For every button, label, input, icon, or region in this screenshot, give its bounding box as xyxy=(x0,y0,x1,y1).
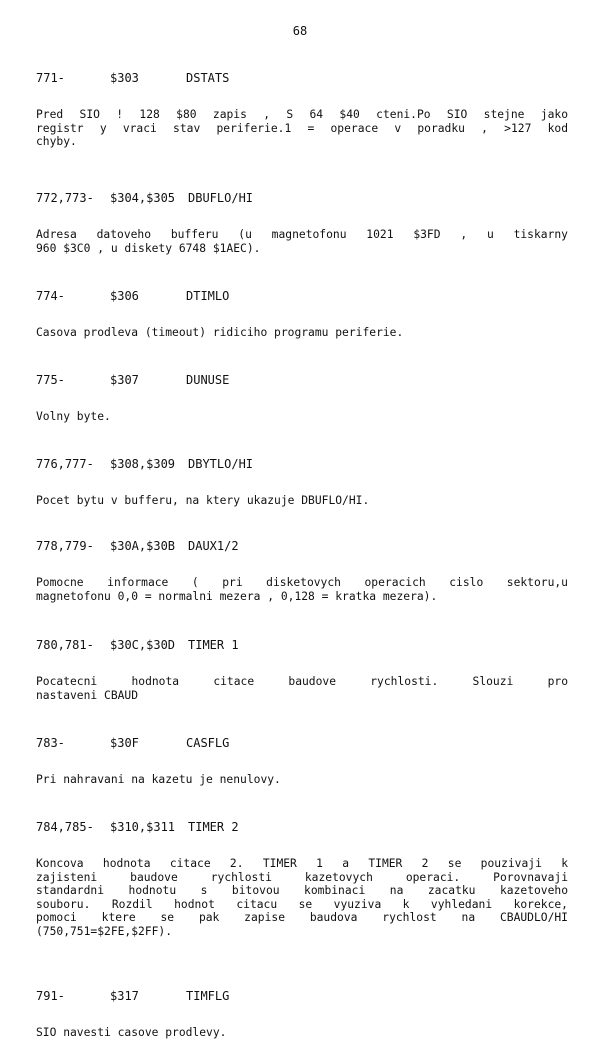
decimal-address: 775- xyxy=(36,373,65,387)
decimal-address: 776,777- xyxy=(36,457,94,471)
hex-address: $30A,$30B xyxy=(110,539,176,553)
memory-entry xyxy=(36,288,568,340)
register-name: CASFLG xyxy=(186,736,230,750)
register-name: TIMER 2 xyxy=(188,820,239,834)
entry-header xyxy=(36,988,568,1004)
memory-entry xyxy=(36,637,568,702)
entry-description xyxy=(36,857,568,938)
memory-entry xyxy=(36,456,568,508)
memory-entry xyxy=(36,735,568,787)
entry-header xyxy=(36,456,568,472)
hex-address: $308,$309 xyxy=(110,457,176,471)
description-line: Pocatecni hodnota citace baudove rychlosti. Slouzi pro xyxy=(36,675,568,688)
register-name: DAUX1/2 xyxy=(188,539,239,553)
hex-address: $303 xyxy=(110,71,139,85)
register-name: DBUFLO/HI xyxy=(188,191,254,205)
decimal-address: 784,785- xyxy=(36,820,94,834)
register-name: DBYTLO/HI xyxy=(188,457,254,471)
entry-header xyxy=(36,538,568,554)
entry-description xyxy=(36,773,568,787)
description-line: nastaveni CBAUD xyxy=(36,688,139,702)
description-line: Adresa datoveho bufferu (u magnetofonu 1021 $3FD , u tiskarny xyxy=(36,228,568,241)
memory-entry xyxy=(36,372,568,424)
entry-description xyxy=(36,1026,568,1040)
entry-description xyxy=(36,494,568,508)
entry-header xyxy=(36,819,568,835)
decimal-address: 771- xyxy=(36,71,65,85)
hex-address: $310,$311 xyxy=(110,820,176,834)
register-name: DTIMLO xyxy=(186,289,230,303)
description-line: Pri nahravani na kazetu je nenulovy. xyxy=(36,773,281,786)
description-line: Volny byte. xyxy=(36,410,111,423)
description-line: Pomocne informace ( pri disketovych operacich cislo sektoru,u xyxy=(36,576,568,589)
decimal-address: 774- xyxy=(36,289,65,303)
description-line: registr y vraci stav periferie.1 = operace v poradku , >127 kod xyxy=(36,121,568,135)
description-line: (750,751=$2FE,$2FF). xyxy=(36,924,173,938)
description-line: pomoci ktere se pak zapise baudova rychlost na CBAUDLO/HI xyxy=(36,911,568,924)
description-line: chyby. xyxy=(36,135,77,148)
description-line: magnetofonu 0,0 = normalni mezera , 0,128 = kratka mezera). xyxy=(36,589,438,603)
register-name: TIMFLG xyxy=(186,989,230,1003)
memory-entry xyxy=(36,190,568,255)
entry-header xyxy=(36,637,568,653)
description-line: Koncova hodnota citace 2. TIMER 1 a TIMER 2 se pouzivaji k xyxy=(36,857,568,870)
memory-entry xyxy=(36,988,568,1040)
description-line: standardni hodnotu s bitovou kombinaci na zacatku kazetoveho xyxy=(36,884,568,897)
register-name: TIMER 1 xyxy=(188,638,239,652)
hex-address: $306 xyxy=(110,289,139,303)
entry-header xyxy=(36,190,568,206)
description-line: zajisteni baudove rychlosti kazetovych operaci. Porovnavaji xyxy=(36,870,568,884)
memory-entry xyxy=(36,819,568,938)
entry-header xyxy=(36,288,568,304)
entry-header xyxy=(36,372,568,388)
description-line: Pred SIO ! 128 $80 zapis , S 64 $40 cteni.Po SIO stejne jako xyxy=(36,108,568,121)
description-line: Casova prodleva (timeout) ridiciho programu periferie. xyxy=(36,326,404,339)
decimal-address: 783- xyxy=(36,736,65,750)
entry-description xyxy=(36,576,568,603)
page-number: 68 xyxy=(292,24,308,38)
hex-address: $30C,$30D xyxy=(110,638,176,652)
entry-description xyxy=(36,228,568,255)
description-line: SIO navesti casove prodlevy. xyxy=(36,1026,227,1039)
memory-entry xyxy=(36,538,568,603)
hex-address: $307 xyxy=(110,373,139,387)
entry-description xyxy=(36,108,568,149)
entry-header xyxy=(36,735,568,751)
register-name: DSTATS xyxy=(186,71,230,85)
memory-entry xyxy=(36,70,568,149)
register-name: DUNUSE xyxy=(186,373,230,387)
decimal-address: 780,781- xyxy=(36,638,94,652)
decimal-address: 791- xyxy=(36,989,65,1003)
entry-header xyxy=(36,70,568,86)
description-line: souboru. Rozdil hodnot citacu se vyuziva k vyhledani korekce, xyxy=(36,897,568,911)
entry-description xyxy=(36,326,568,340)
hex-address: $30F xyxy=(110,736,139,750)
description-line: Pocet bytu v bufferu, na ktery ukazuje DBUFLO/HI. xyxy=(36,494,370,507)
entry-description xyxy=(36,410,568,424)
decimal-address: 772,773- xyxy=(36,191,94,205)
description-line: 960 $3C0 , u diskety 6748 $1AEC). xyxy=(36,241,261,255)
decimal-address: 778,779- xyxy=(36,539,94,553)
hex-address: $304,$305 xyxy=(110,191,176,205)
hex-address: $317 xyxy=(110,989,139,1003)
entry-description xyxy=(36,675,568,702)
